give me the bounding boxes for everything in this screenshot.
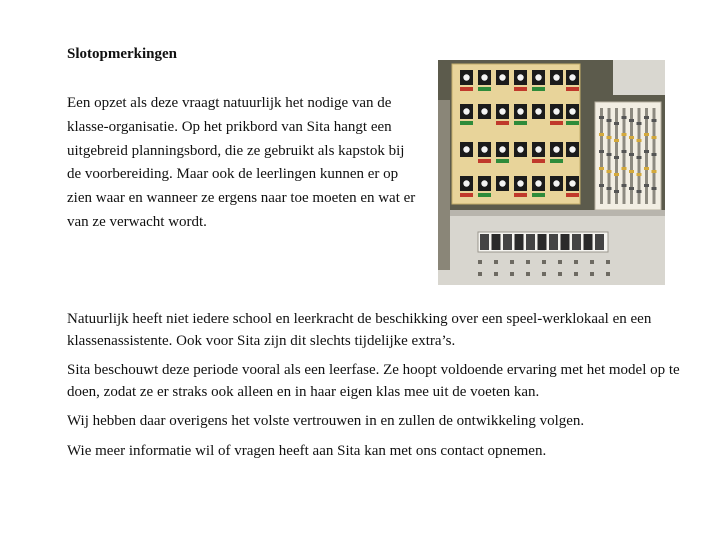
chart-marker xyxy=(614,190,619,193)
chart-marker xyxy=(622,184,627,187)
board-tile xyxy=(460,104,473,125)
chart-marker xyxy=(652,187,657,190)
strip-card xyxy=(595,234,604,250)
board-tile xyxy=(496,176,509,191)
chart-marker xyxy=(644,167,649,170)
shelf-dot xyxy=(478,260,482,264)
chart-marker xyxy=(637,122,642,125)
chart-marker xyxy=(614,122,619,125)
board-tile xyxy=(566,176,579,197)
board-tile xyxy=(532,176,545,197)
chart-marker xyxy=(644,116,649,119)
shelf-dot xyxy=(510,260,514,264)
chart-marker xyxy=(622,116,627,119)
board-tile xyxy=(460,142,473,157)
shelf-dot xyxy=(590,272,594,276)
chart-marker xyxy=(622,167,627,170)
chart-marker xyxy=(599,133,604,136)
board-tile xyxy=(460,176,473,197)
strip-card xyxy=(561,234,570,250)
shelf-dot xyxy=(542,272,546,276)
board-tile xyxy=(550,142,563,163)
chart-marker xyxy=(614,156,619,159)
chart-marker xyxy=(599,116,604,119)
board-tile xyxy=(566,70,579,91)
chart-marker xyxy=(614,173,619,176)
chart-stick xyxy=(645,108,648,204)
chart-marker xyxy=(607,136,612,139)
shelf-dot xyxy=(526,272,530,276)
planning-board-illustration xyxy=(438,60,665,285)
chart-marker xyxy=(637,190,642,193)
board-tile xyxy=(478,176,491,197)
shelf-dot xyxy=(558,260,562,264)
chart-marker xyxy=(607,119,612,122)
chart-marker xyxy=(637,156,642,159)
chart-marker xyxy=(629,170,634,173)
shelf-dot xyxy=(606,272,610,276)
strip-card xyxy=(538,234,547,250)
board-tile xyxy=(550,176,563,191)
chart-marker xyxy=(622,133,627,136)
board-tile xyxy=(514,104,527,125)
body-text xyxy=(67,309,691,470)
board-tile xyxy=(478,104,491,119)
paragraph: Wie meer informatie wil of vragen heeft aan Sita kan met ons contact opnemen. xyxy=(67,442,547,459)
board-tile xyxy=(532,142,545,163)
chart-marker xyxy=(599,184,604,187)
chart-marker xyxy=(607,187,612,190)
board-tile xyxy=(496,142,509,163)
chart-marker xyxy=(652,153,657,156)
strip-card xyxy=(492,234,501,250)
chart-marker xyxy=(599,167,604,170)
strip-card xyxy=(503,234,512,250)
chart-stick xyxy=(623,108,626,204)
chart-marker xyxy=(629,136,634,139)
chart-marker xyxy=(607,153,612,156)
chart-marker xyxy=(644,133,649,136)
planning-board-photo xyxy=(438,60,665,285)
board-tile xyxy=(478,142,491,163)
strip-card xyxy=(584,234,593,250)
chart-marker xyxy=(644,184,649,187)
shelf-dot xyxy=(542,260,546,264)
chart-marker xyxy=(629,187,634,190)
board-tile xyxy=(566,104,579,125)
shelf-dot xyxy=(574,260,578,264)
chart-marker xyxy=(652,119,657,122)
section-heading: Slotopmerkingen xyxy=(67,46,178,62)
board-tile xyxy=(532,104,545,119)
chart-marker xyxy=(637,173,642,176)
strip-card xyxy=(515,234,524,250)
shelf-dot xyxy=(510,272,514,276)
chart-marker xyxy=(652,170,657,173)
board-tile xyxy=(532,70,545,91)
chart-marker xyxy=(652,136,657,139)
paragraph: Natuurlijk heeft niet iedere school en leerkracht de beschikking over een speel-werklokaal en een klassenassistente. Ook voor Sita zijn dit slechts tijdelijke extra’s. xyxy=(67,311,652,349)
board-tile xyxy=(478,70,491,91)
chart-board xyxy=(595,102,661,210)
paragraph: Wij hebben daar overigens het volste vertrouwen in en zullen de ontwikkeling volgen. xyxy=(67,413,585,429)
strip-card xyxy=(549,234,558,250)
shelf-dot xyxy=(494,260,498,264)
shelf-dot xyxy=(606,260,610,264)
strip-card xyxy=(526,234,535,250)
shelf-dot xyxy=(558,272,562,276)
strip-card xyxy=(572,234,581,250)
chart-stick xyxy=(600,108,603,204)
shelf-dot xyxy=(590,260,594,264)
chart-marker xyxy=(637,139,642,142)
board-tile xyxy=(514,176,527,197)
shelf-dot xyxy=(478,272,482,276)
strip-card xyxy=(480,234,489,250)
chart-marker xyxy=(644,150,649,153)
shelf-dot xyxy=(494,272,498,276)
board-tile xyxy=(566,142,579,157)
shelf-dot xyxy=(526,260,530,264)
chart-marker xyxy=(607,170,612,173)
chart-marker xyxy=(629,119,634,122)
board-tile xyxy=(496,104,509,125)
board-tile xyxy=(514,142,527,157)
intro-paragraph: Een opzet als deze vraagt natuurlijk het nodige van de klasse-organisatie. Op het prikbord van Sita hangt een uitgebreid planningsbord, die ze gebruikt als kapstok bij de voorbereiding. Maar ook de leerlingen kunnen er op zien waar en wanneer ze ergens naar toe moeten en wat er van ze verwacht wordt. xyxy=(67,95,416,230)
chart-marker xyxy=(599,150,604,153)
paragraph: Sita beschouwt deze periode vooral als een leerfase. Ze hoopt voldoende ervaring met het model op te doen, zodat ze er straks ook alleen en in haar eigen klas mee uit de voeten kan. xyxy=(67,362,680,400)
board-tile xyxy=(460,70,473,91)
shelf-dot xyxy=(574,272,578,276)
chart-marker xyxy=(622,150,627,153)
board-tile xyxy=(496,70,509,85)
board-tile xyxy=(550,104,563,125)
board-tile xyxy=(514,70,527,91)
board-tile xyxy=(550,70,563,85)
chart-marker xyxy=(629,153,634,156)
chart-marker xyxy=(614,139,619,142)
